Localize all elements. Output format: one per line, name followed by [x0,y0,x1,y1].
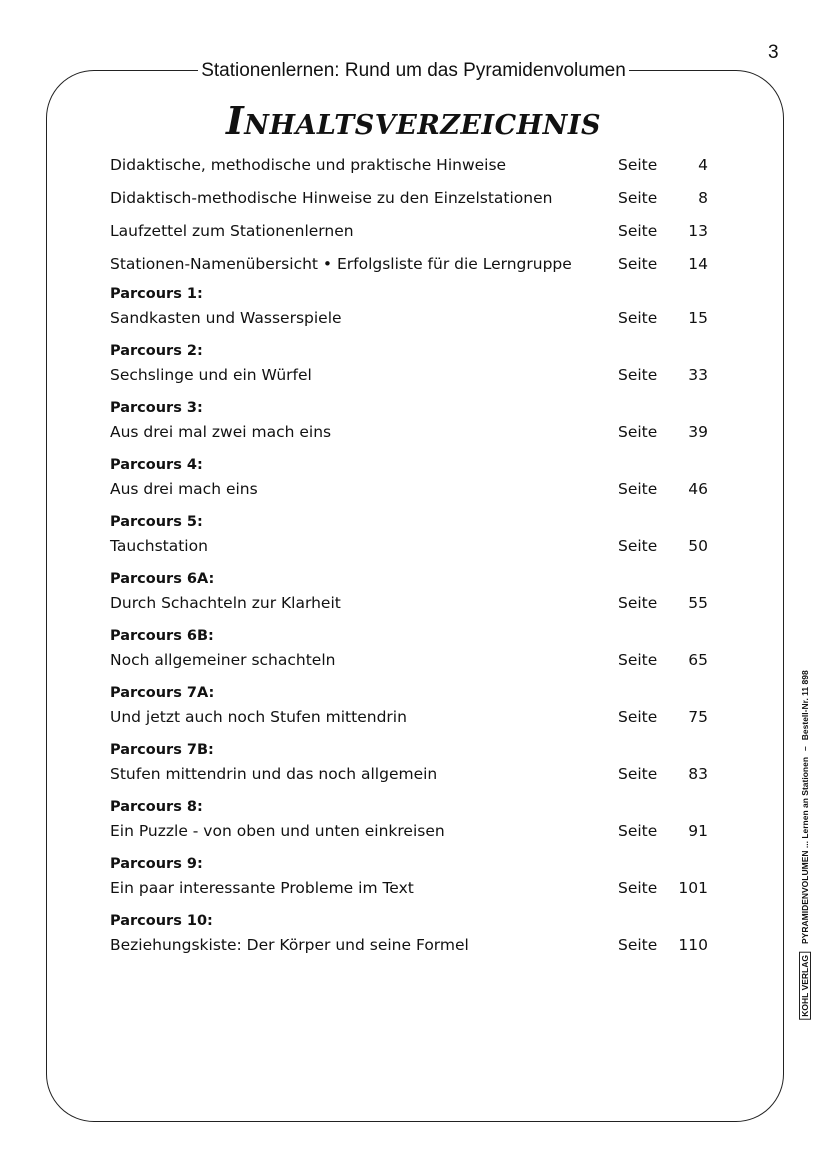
entry-page-number: 8 [698,189,708,207]
entry-title: Durch Schachteln zur Klarheit [110,594,341,612]
entry-title: Didaktisch-methodische Hinweise zu den Einzelstationen [110,189,553,207]
toc-entry [110,797,730,844]
entry-title: Sandkasten und Wasserspiele [110,309,342,327]
toc-entry-row [110,362,730,388]
sidebar-imprint [795,640,815,1050]
seite-label: Seite [618,222,658,240]
parcours-label: Parcours 3: [110,400,203,416]
entry-title: Stationen-Namenübersicht • Erfolgsliste für die Lerngruppe [110,255,572,273]
seite-label: Seite [618,765,658,783]
entry-page-number: 50 [688,537,708,555]
seite-label: Seite [618,936,658,954]
toc-entry [110,740,730,787]
parcours-label: Parcours 6A: [110,571,215,587]
order-number: Bestell-Nr. 11 898 [800,670,810,741]
parcours-label: Parcours 8: [110,799,203,815]
header-title: Stationenlernen: Rund um das Pyramidenvolumen [198,60,629,81]
publisher-logo: KOHL VERLAG [799,952,811,1020]
parcours-label: Parcours 6B: [110,628,214,644]
parcours-label: Parcours 2: [110,343,203,359]
entry-page-number: 55 [688,594,708,612]
entry-page-number: 4 [698,156,708,174]
entry-title: Sechslinge und ein Würfel [110,366,312,384]
toc-entry [110,854,730,901]
toc-entry [110,398,730,445]
entry-page-number: 13 [688,222,708,240]
seite-label: Seite [618,309,658,327]
seite-label: Seite [618,594,658,612]
parcours-label: Parcours 9: [110,856,203,872]
parcours-label: Parcours 7B: [110,742,214,758]
toc-entry-row [110,305,730,331]
parcours-label: Parcours 7A: [110,685,215,701]
parcours-label: Parcours 5: [110,514,203,530]
toc-entry [110,218,730,241]
seite-label: Seite [618,423,658,441]
entry-title: Stufen mittendrin und das noch allgemein [110,765,438,783]
seite-label: Seite [618,879,658,897]
product-name: PYRAMIDENVOLUMEN ... Lernen an Stationen [800,756,810,944]
toc-entry [110,341,730,388]
toc-entry-row [110,647,730,673]
sidebar-separator: – [800,746,810,751]
seite-label: Seite [618,366,658,384]
toc-entry-row [110,932,730,958]
toc-entry [110,251,730,274]
toc-entry-row [110,761,730,787]
entry-title: Laufzettel zum Stationenlernen [110,222,354,240]
toc-entry [110,152,730,175]
toc-entry-row [110,875,730,901]
entry-title: Ein Puzzle - von oben und unten einkreisen [110,822,445,840]
entry-title: Didaktische, methodische und praktische Hinweise [110,156,507,174]
toc-entry [110,455,730,502]
entry-page-number: 83 [688,765,708,783]
entry-page-number: 39 [688,423,708,441]
seite-label: Seite [618,189,658,207]
main-title: Inhaltsverzeichnis [226,98,601,143]
seite-label: Seite [618,480,658,498]
parcours-label: Parcours 1: [110,286,203,302]
sidebar-imprint-text [800,670,810,1019]
entry-title: Aus drei mal zwei mach eins [110,423,332,441]
toc-entry [110,284,730,331]
entry-page-number: 46 [688,480,708,498]
toc-entry-row [110,818,730,844]
toc-entry-row [110,419,730,445]
toc-entry [110,683,730,730]
toc-entry-row [110,533,730,559]
seite-label: Seite [618,156,658,174]
entry-title: Aus drei mach eins [110,480,258,498]
entry-page-number: 110 [678,936,708,954]
entry-page-number: 33 [688,366,708,384]
toc-entry-row [110,704,730,730]
toc-entry-row [110,590,730,616]
entry-page-number: 65 [688,651,708,669]
toc-entry-row [110,251,730,277]
main-title-wrap [0,98,827,143]
toc-entry [110,569,730,616]
entry-page-number: 14 [688,255,708,273]
toc-entry [110,512,730,559]
seite-label: Seite [618,255,658,273]
entry-title: Beziehungskiste: Der Körper und seine Formel [110,936,469,954]
seite-label: Seite [618,651,658,669]
seite-label: Seite [618,537,658,555]
toc-entry [110,185,730,208]
table-of-contents [110,152,730,968]
entry-page-number: 101 [678,879,708,897]
toc-entry [110,911,730,958]
entry-page-number: 15 [688,309,708,327]
entry-title: Tauchstation [110,537,208,555]
toc-entry-row [110,218,730,244]
entry-title: Noch allgemeiner schachteln [110,651,336,669]
toc-entry-row [110,185,730,211]
seite-label: Seite [618,708,658,726]
toc-entry-row [110,476,730,502]
parcours-label: Parcours 4: [110,457,203,473]
page-number: 3 [768,42,779,63]
entry-page-number: 91 [688,822,708,840]
entry-title: Und jetzt auch noch Stufen mittendrin [110,708,407,726]
toc-entry-row [110,152,730,178]
entry-title: Ein paar interessante Probleme im Text [110,879,414,897]
seite-label: Seite [618,822,658,840]
entry-page-number: 75 [688,708,708,726]
toc-entry [110,626,730,673]
parcours-label: Parcours 10: [110,913,213,929]
